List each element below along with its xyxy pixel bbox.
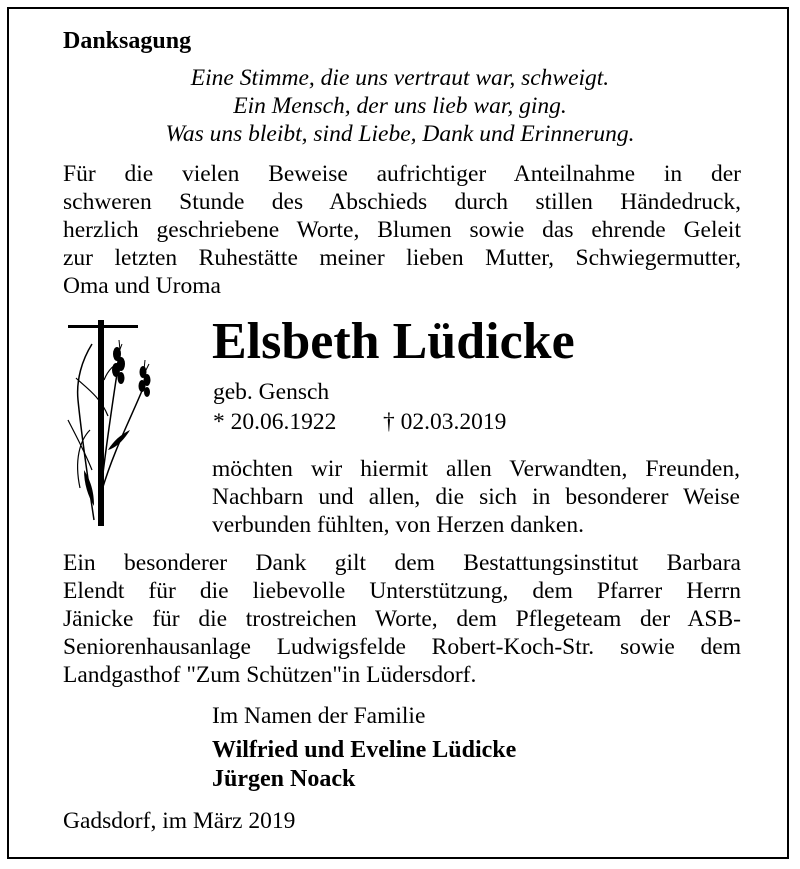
special-thanks-line: Elendt für die liebevolle Unterstützung, dem Pfarrer Herrn [63, 578, 741, 604]
verse-line: Ein Mensch, der uns lieb war, ging. [233, 93, 567, 119]
intro-line: schweren Stunde des Abschieds durch stillen Händedruck, [63, 189, 741, 215]
intro-line: zur letzten Ruhestätte meiner lieben Mutter, Schwiegermutter, [63, 245, 741, 271]
verse-line: Eine Stimme, die uns vertraut war, schweigt. [190, 65, 610, 91]
special-thanks-line: Jänicke für die trostreichen Worte, dem Pflegeteam der ASB- [63, 606, 741, 632]
family-intro: Im Namen der Familie [212, 703, 426, 729]
birth-date: * 20.06.1922 [213, 409, 337, 435]
death-date: † 02.03.2019 [383, 409, 507, 435]
cross-with-wheat-icon [64, 320, 160, 528]
special-thanks-line: Ein besonderer Dank gilt dem Bestattungsinstitut Barbara [63, 550, 741, 576]
thanks-paragraph [212, 455, 740, 539]
special-thanks-line: Seniorenhausanlage Ludwigsfelde Robert-Koch-Str. sowie dem [63, 634, 741, 660]
thanks-line: verbunden fühlten, von Herzen danken. [212, 512, 584, 538]
birth-name: geb. Gensch [213, 379, 330, 405]
intro-line: Für die vielen Beweise aufrichtiger Anteilnahme in der [63, 161, 741, 187]
place-and-date: Gadsdorf, im März 2019 [63, 808, 296, 834]
family-name: Jürgen Noack [212, 766, 356, 792]
verse [66, 64, 734, 148]
thanks-line: Nachbarn und allen, die sich in besonderer Weise [212, 484, 740, 510]
special-thanks-line: Landgasthof "Zum Schützen"in Lüdersdorf. [63, 662, 477, 688]
family-name: Wilfried und Eveline Lüdicke [212, 737, 517, 763]
intro-line: herzlich geschriebene Worte, Blumen sowie das ehrende Geleit [63, 217, 741, 243]
notice-heading: Danksagung [63, 28, 192, 54]
special-thanks-paragraph [63, 549, 741, 689]
intro-paragraph [63, 160, 741, 300]
verse-line: Was uns bleibt, sind Liebe, Dank und Erinnerung. [165, 121, 635, 147]
deceased-name: Elsbeth Lüdicke [212, 313, 575, 370]
intro-line: Oma und Uroma [63, 273, 221, 299]
thanks-line: möchten wir hiermit allen Verwandten, Freunden, [212, 456, 740, 482]
